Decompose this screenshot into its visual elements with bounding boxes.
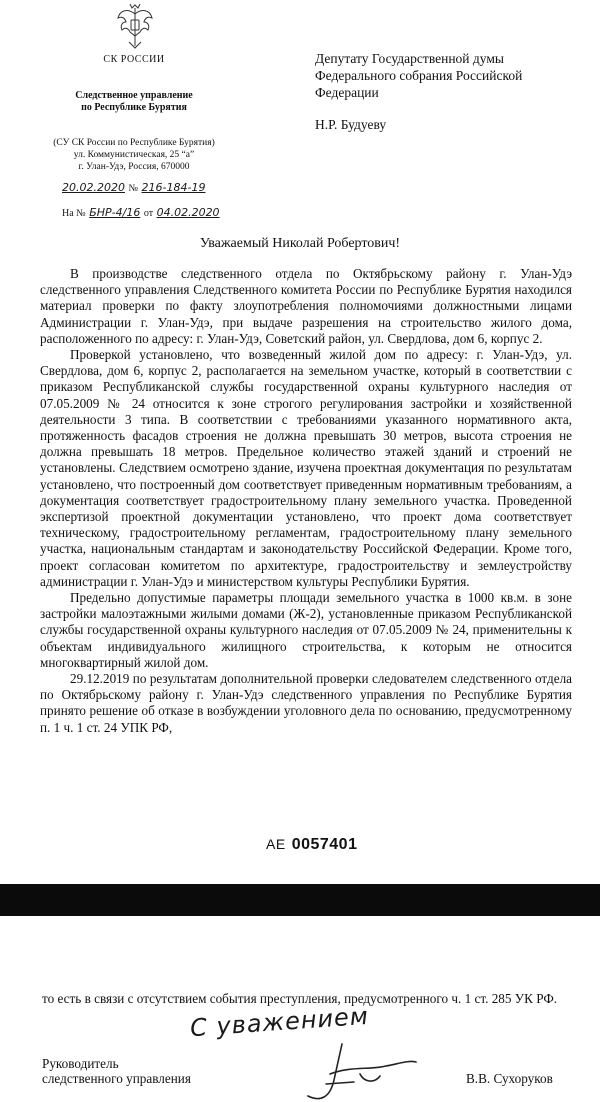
recipient-line: Депутату Государственной думы — [315, 51, 504, 66]
signature-icon — [290, 1040, 420, 1102]
form-serial-number — [266, 836, 357, 854]
page-break-band — [0, 884, 600, 916]
recipient-line: Федерального собрания Российской — [315, 68, 523, 83]
registration-line — [62, 181, 205, 194]
registration-no-label: № — [128, 183, 139, 194]
position-line-1: Руководитель — [42, 1056, 119, 1071]
reference-prefix: На № — [62, 208, 86, 219]
registration-date: 20.02.2020 — [62, 181, 125, 194]
recipient-line: Федерации — [315, 85, 379, 100]
org-full-name — [34, 90, 234, 114]
body-paragraph: Предельно допустимые параметры площади земельного участка в 1000 кв.м. в зоне застройки малоэтажными жилыми домами (Ж-2), установленные приказом Республиканской службы государственной охраны культурного наследия от 07.05.2009 № 24, применительны к объектам индивидуального жилищного строительства, к которым не относится многоквартирный жилой дом. — [40, 590, 572, 670]
org-address — [34, 137, 234, 173]
org-full-line-2: по Республике Бурятия — [81, 102, 187, 113]
body-continuation: то есть в связи с отсутствием события преступления, предусмотренного ч. 1 ст. 285 УК РФ. — [42, 991, 558, 1006]
reference-from-label: от — [143, 208, 154, 219]
address-line: (СУ СК России по Республике Бурятия) — [53, 138, 215, 148]
signer-position — [42, 1056, 191, 1086]
address-line: ул. Коммунистическая, 25 “а” — [73, 150, 195, 160]
org-full-line-1: Следственное управление — [75, 90, 193, 101]
body-paragraph: 29.12.2019 по результатам дополнительной проверки следователем следственного отдела по Октябрьскому району г. Улан-Удэ следственного управления по Республике Бурятия принято решение об отказе в возбуждении уголовного дела по основанию, предусмотренному п. 1 ч. 1 ст. 24 УПК РФ, — [40, 671, 572, 735]
reference-number: БНР-4/16 — [89, 206, 141, 219]
signer-name: В.В. Сухоруков — [466, 1071, 553, 1086]
greeting: Уважаемый Николай Робертович! — [199, 236, 401, 251]
body-paragraph: В производстве следственного отдела по Октябрьскому району г. Улан-Удэ следственного управления Следственного комитета России по Республике Бурятия находился материал проверки по факту злоупотребления полномочиями должностными лицами Администрации г. Улан-Удэ, при выдаче разрешения на строительство жилого дома, расположенного по адресу: г. Улан-Удэ, Советский район, ул. Свердлова, дом 6, корпус 2. — [40, 266, 572, 346]
body-paragraph: Проверкой установлено, что возведенный жилой дом по адресу: г. Улан-Удэ, ул. Свердлова, дом 6, корпус 2, располагается на земельном участке, который в соответствии с приказом Республиканской службы государственной охраны культурного наследия от 07.05.2009 № 24 относится к зоне строгого регулирования застройки и хозяйственной деятельности 3 типа. В соответствии с требованиями указанного нормативного акта, протяженность фасадов строения не должна превышать 30 метров, высота строения не должна превышать 18 метров. Предельное количество этажей зданий и строений не установлены. Следствием осмотрено здание, изучена проектная документация по результатам установлено, что построенный дом соответствует приведенным нормативным требованиям, а документация соответствует градостроительному плану земельного участка. Проведенной экспертизой проектной документации установлено, что проект дома соответствует техническому, градостроительному регламентам, градостроительному плану земельного участка, национальным стандартам и законодательству Российской Федерации. Кроме того, проект согласован комитетом по архитектуре, градостроительству и землеустройству администрации г. Улан-Удэ и министерством культуры Республики Бурятия. — [40, 347, 572, 589]
address-line: г. Улан-Удэ, Россия, 670000 — [78, 162, 190, 172]
serial-number: 0057401 — [291, 836, 358, 853]
letter-body — [40, 266, 572, 736]
handwritten-regards: С уважением — [189, 1001, 370, 1043]
registration-number: 216-184-19 — [141, 181, 206, 194]
recipient-name: Н.Р. Будуеву — [315, 117, 387, 132]
coat-of-arms-icon — [116, 2, 154, 50]
reference-date: 04.02.2020 — [156, 206, 220, 219]
recipient-block — [315, 50, 585, 101]
position-line-2: следственного управления — [42, 1071, 191, 1086]
serial-prefix: АЕ — [266, 836, 286, 852]
org-short-name: СК РОССИИ — [103, 54, 165, 65]
reference-line — [62, 206, 220, 219]
